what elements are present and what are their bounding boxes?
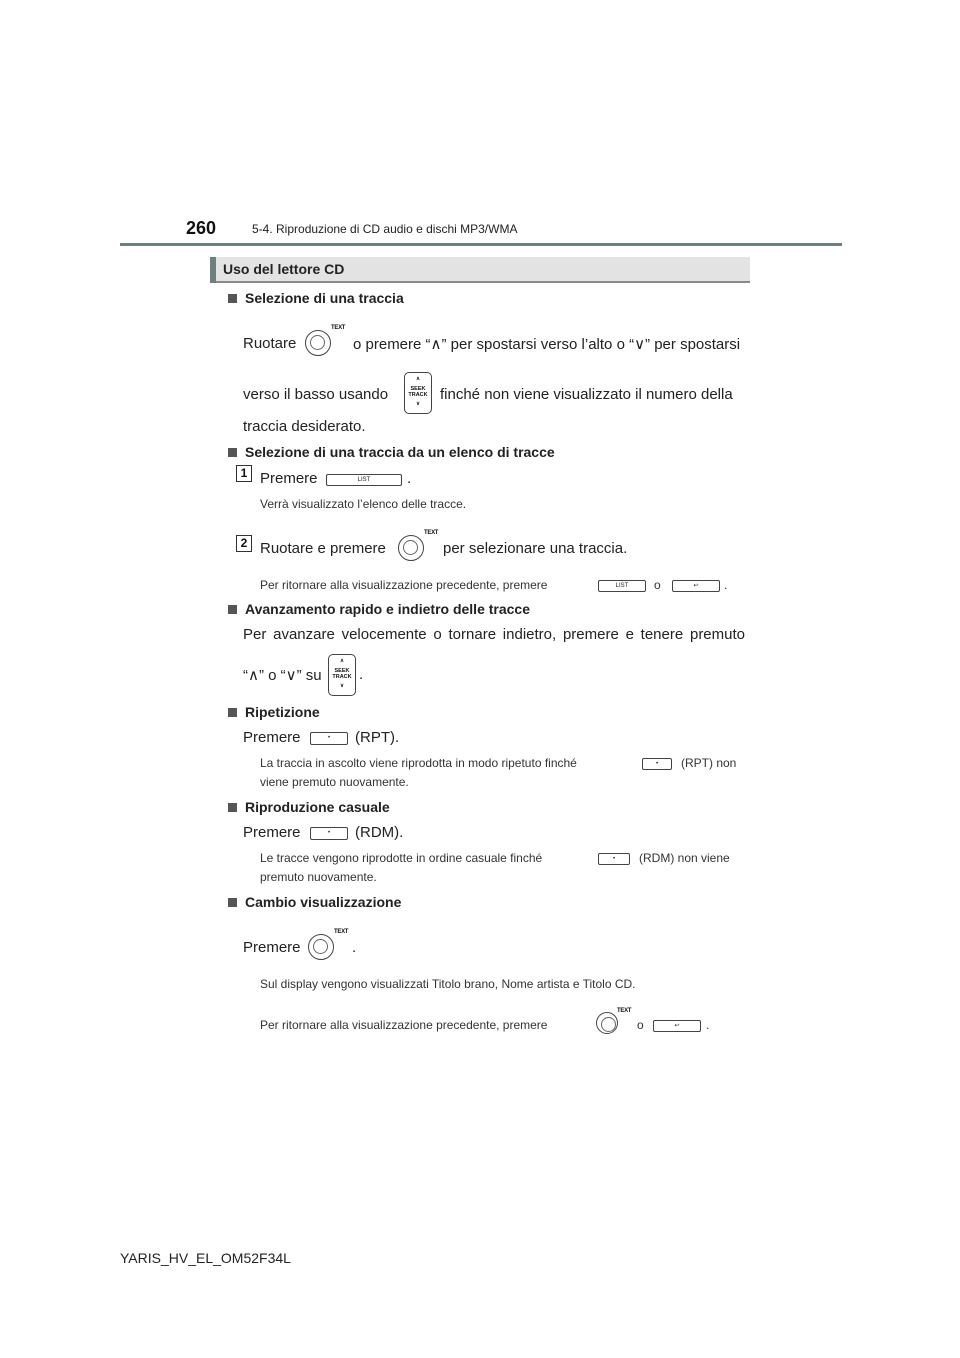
section-bar [210, 257, 750, 283]
note-text: (RPT) non [681, 756, 737, 770]
section-bar-edge [210, 257, 216, 283]
heading-list-selection [228, 444, 555, 460]
heading-fast-forward [228, 601, 530, 617]
text-line: “∧” o “∨” su [243, 667, 322, 684]
bullet-square [228, 803, 237, 812]
list-button-icon: LIST [326, 474, 402, 486]
heading-random [228, 799, 390, 815]
knob-text-label: TEXT [617, 1008, 632, 1014]
heading-text: Avanzamento rapido e indietro delle tracce [245, 601, 531, 617]
text-line: o premere “∧” per spostarsi verso l’alto o “∨” per spostarsi [353, 336, 741, 353]
heading-text: Ripetizione [245, 704, 320, 720]
tune-knob-icon [308, 934, 334, 960]
note-text: Per ritornare alla visualizzazione precedente, premere [260, 1018, 548, 1032]
page-number: 260 [186, 218, 217, 238]
knob-text-label: TEXT [424, 530, 439, 536]
text-line: (RDM). [355, 824, 404, 841]
header-rule [120, 243, 842, 246]
bullet-square [228, 708, 237, 717]
note-text: premuto nuovamente. [260, 870, 377, 884]
text-line: . [407, 470, 412, 487]
note-text: Per ritornare alla visualizzazione precedente, premere [260, 578, 548, 592]
seek-label: SEEK [410, 386, 426, 392]
rpt-button-icon: • [310, 732, 348, 745]
section-title: Uso del lettore CD [223, 261, 345, 277]
note-text: . [706, 1018, 710, 1032]
tune-knob-icon [596, 1012, 618, 1034]
heading-text: Cambio visualizzazione [245, 894, 402, 910]
seek-arrow-down: ∨ [415, 401, 421, 407]
knob-text-label: TEXT [331, 325, 346, 331]
seek-track-button-icon [328, 654, 356, 696]
heading-text: Selezione di una traccia [245, 290, 404, 306]
text-line: Ruotare e premere [260, 540, 386, 557]
back-button-icon: ↩ [653, 1020, 701, 1032]
note-text: o [637, 1018, 644, 1032]
back-button-icon: ↩ [672, 580, 720, 592]
text-line: . [359, 666, 364, 683]
seek-arrow-up: ∧ [415, 376, 421, 382]
step-number: 2 [236, 535, 252, 552]
rdm-button-icon: • [310, 827, 348, 840]
step-number: 1 [236, 465, 252, 482]
seek-label: SEEK [334, 668, 350, 674]
note-text: viene premuto nuovamente. [260, 775, 409, 789]
note-text: o [654, 578, 661, 592]
note-text: Verrà visualizzato l’elenco delle tracce. [260, 497, 467, 511]
text-line: finché non viene visualizzato il numero della [440, 386, 733, 403]
heading-repeat [228, 704, 320, 720]
knob-text-label: TEXT [334, 929, 349, 935]
chapter-title: 5-4. Riproduzione di CD audio e dischi MP3/WMA [252, 222, 518, 236]
document-code: YARIS_HV_EL_OM52F34L [120, 1250, 291, 1266]
text-line: verso il basso usando [243, 386, 389, 403]
text-line: Premere [243, 729, 301, 746]
text-line: Premere [260, 470, 318, 487]
track-label: TRACK [408, 392, 428, 398]
heading-text: Selezione di una traccia da un elenco di tracce [245, 444, 555, 460]
heading-track-selection [228, 290, 404, 306]
track-label: TRACK [332, 674, 352, 680]
note-text: Le tracce vengono riprodotte in ordine casuale finché [260, 851, 543, 865]
text-line: . [352, 939, 357, 956]
text-line: Ruotare [243, 335, 297, 352]
note-text: (RDM) non viene [639, 851, 730, 865]
heading-display-change [228, 894, 401, 910]
text-line: (RPT). [355, 729, 400, 746]
list-button-icon: LIST [598, 580, 646, 592]
seek-track-button-icon [404, 372, 432, 414]
text-line: Premere [243, 824, 301, 841]
note-text: Sul display vengono visualizzati Titolo brano, Nome artista e Titolo CD. [260, 977, 636, 991]
heading-text: Riproduzione casuale [245, 799, 390, 815]
bullet-square [228, 294, 237, 303]
tune-knob-icon [305, 330, 331, 356]
seek-arrow-up: ∧ [339, 658, 345, 664]
seek-arrow-down: ∨ [339, 683, 345, 689]
text-line: Per avanzare velocemente o tornare indietro, premere e tenere premuto [243, 626, 745, 643]
rpt-button-icon: • [642, 758, 672, 770]
tune-knob-icon [398, 535, 424, 561]
note-text: . [724, 578, 728, 592]
rdm-button-icon: • [598, 853, 630, 865]
text-line: traccia desiderato. [243, 418, 366, 435]
bullet-square [228, 605, 237, 614]
bullet-square [228, 448, 237, 457]
text-line: per selezionare una traccia. [443, 540, 628, 557]
note-text: La traccia in ascolto viene riprodotta in modo ripetuto finché [260, 756, 577, 770]
text-line: Premere [243, 939, 301, 956]
bullet-square [228, 898, 237, 907]
